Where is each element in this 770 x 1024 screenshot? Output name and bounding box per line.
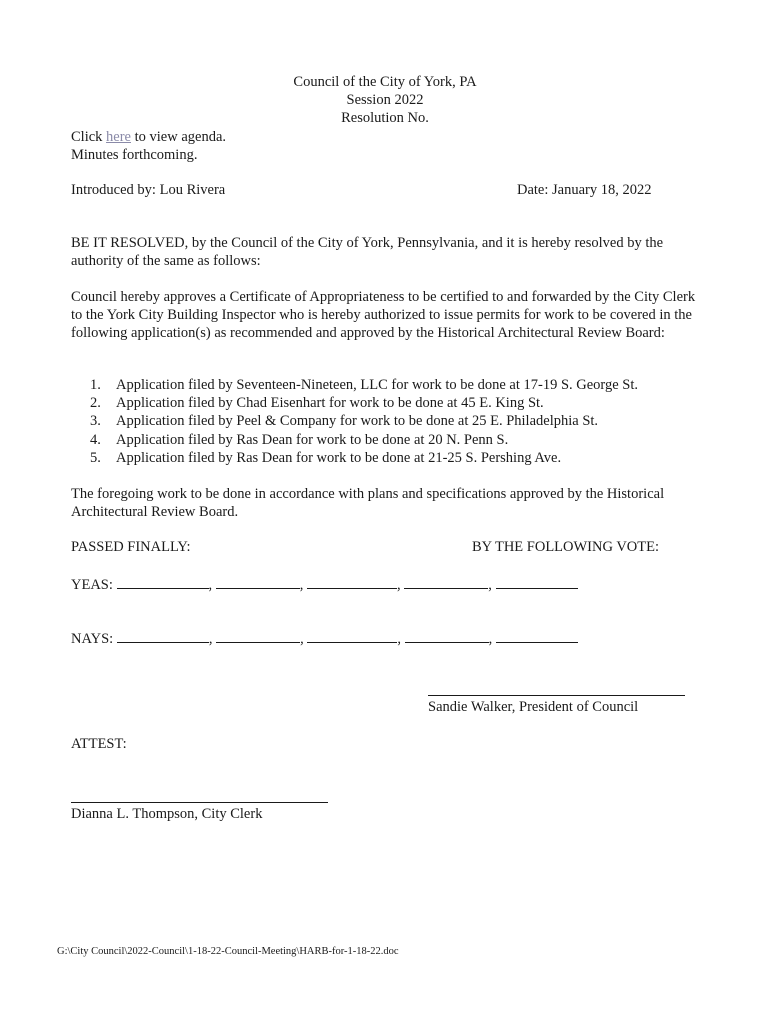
yeas-blank[interactable] [404,574,488,589]
nays-blank[interactable] [216,628,300,643]
nays-label: NAYS: [71,631,114,647]
agenda-prefix: Click [71,129,107,145]
yeas-line: YEAS: , , , , [71,574,578,594]
header-resolution-number: Resolution No. [341,110,429,126]
list-item: 3. Application filed by Peel & Company for work to be done at 25 E. Philadelphia St. [90,413,599,430]
yeas-label: YEAS: [71,577,113,593]
clerk-name: Dianna L. Thompson, City Clerk [71,806,263,822]
agenda-link[interactable]: here [106,129,131,145]
nays-line: NAYS: , , , , [71,628,578,648]
resolved-paragraph: BE IT RESOLVED, by the Council of the City of York, Pennsylvania, and it is hereby resolved by the authority of the same as follows: [71,235,664,269]
yeas-blank[interactable] [117,574,209,589]
clerk-signature-line [71,802,328,803]
yeas-blank[interactable] [496,574,578,589]
approval-paragraph: Council hereby approves a Certificate of Appropriateness to be certified to and forwarded by the City Clerk to the York City Building Inspector who is hereby authorized to issue permits for work to be covered in the following application(s) as recommended and approved by the Historical Architectural Review Board: [71,289,696,341]
agenda-suffix: to view agenda. [131,129,227,145]
nays-blank[interactable] [496,628,578,643]
yeas-blank[interactable] [216,574,300,589]
passed-finally: PASSED FINALLY: [71,539,191,555]
resolution-header [0,73,770,127]
applications-list [90,376,638,467]
yeas-blank[interactable] [307,574,397,589]
header-session: Session 2022 [346,92,424,108]
nays-blank[interactable] [117,628,209,643]
list-item: 4. Application filed by Ras Dean for work to be done at 20 N. Penn S. [90,431,509,448]
list-item: 1. Application filed by Seventeen-Nineteen, LLC for work to be done at 17-19 S. George St. [90,377,639,393]
president-name: Sandie Walker, President of Council [428,699,639,715]
by-following-vote: BY THE FOLLOWING VOTE: [472,539,660,555]
agenda-line [71,128,226,146]
introduced-by: Introduced by: Lou Rivera [71,182,226,198]
header-council-title: Council of the City of York, PA [293,74,477,90]
nays-blank[interactable] [405,628,489,643]
attest-label: ATTEST: [71,736,127,752]
resolution-date: Date: January 18, 2022 [517,182,652,198]
list-item: 5. Application filed by Ras Dean for work to be done at 21-25 S. Pershing Ave. [90,449,562,466]
minutes-note: Minutes forthcoming. [71,147,198,163]
nays-blank[interactable] [307,628,397,643]
file-path-footer: G:\City Council\2022-Council\1-18-22-Council-Meeting\HARB-for-1-18-22.doc [57,946,399,957]
foregoing-paragraph: The foregoing work to be done in accordance with plans and specifications approved by the Historical Architectural Review Board. [71,486,665,520]
list-item: 2. Application filed by Chad Eisenhart for work to be done at 45 E. King St. [90,395,544,412]
president-signature-line [428,695,685,696]
